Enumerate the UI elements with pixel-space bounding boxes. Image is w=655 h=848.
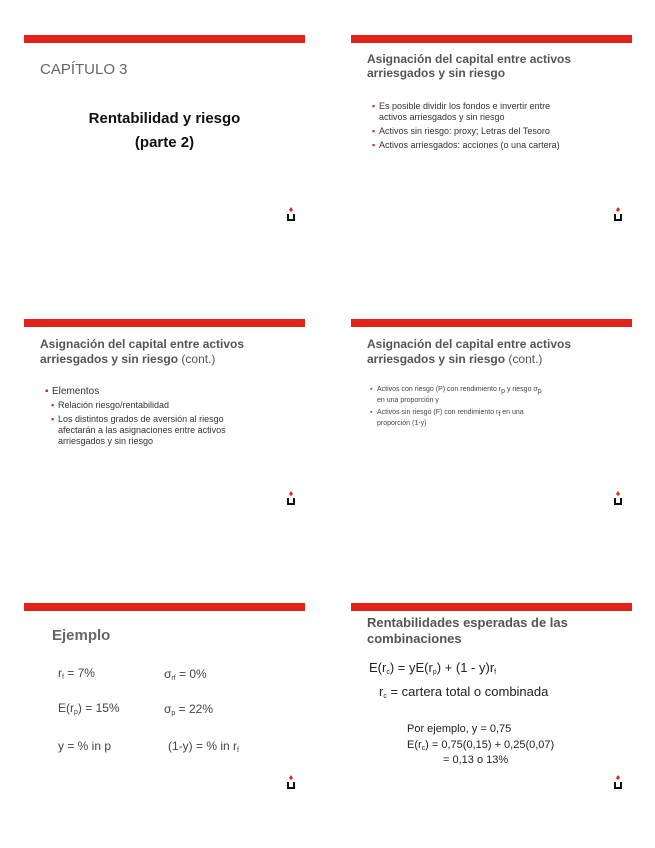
list-item: ▪ Activos sin riesgo: proxy; Letras del Tesoro xyxy=(379,126,560,137)
red-header-bar xyxy=(351,319,632,327)
slide-title-line1: Asignación del capital entre activos xyxy=(367,337,572,351)
list-item: ▪ Activos sin riesgo (F) con rendimiento $r_f$ en una proporción (1-y) xyxy=(377,408,542,428)
university-logo-icon xyxy=(285,207,297,223)
red-header-bar xyxy=(24,603,305,611)
slide-title-line2: arriesgados y sin riesgo (cont.) xyxy=(367,352,543,366)
university-logo-icon xyxy=(612,207,624,223)
slide-4 xyxy=(351,319,632,519)
bullet-list xyxy=(52,386,226,450)
example-line3: = 0,13 o 13% xyxy=(443,754,509,766)
slide-3 xyxy=(24,319,305,519)
rc-definition: $r_c$ = cartera total o combinada xyxy=(379,684,549,700)
red-header-bar xyxy=(24,35,305,43)
red-header-bar xyxy=(351,603,632,611)
list-item: ▪ Los distintos grados de aversión al riesgo afectarán a las asignaciones entre activos arriesgados y sin riesgo xyxy=(58,414,226,447)
university-logo-icon xyxy=(285,491,297,507)
slide-1 xyxy=(24,35,305,235)
slide-6 xyxy=(351,603,632,803)
erp-value: $E(r_p) = 15\%$ xyxy=(58,701,120,716)
slide-5 xyxy=(24,603,305,803)
list-item: ▪ Elementos xyxy=(52,386,226,397)
bullet-list xyxy=(377,385,542,431)
university-logo-icon xyxy=(612,775,624,791)
chapter-label: CAPÍTULO 3 xyxy=(40,61,128,78)
list-item: ▪ Relación riesgo/rentabilidad xyxy=(58,400,226,411)
slide-title-line1: Rentabilidades esperadas de las xyxy=(367,615,568,630)
bullet-list xyxy=(379,101,560,154)
sigma-p-value: $\sigma_p = 22\%$ xyxy=(164,702,214,717)
university-logo-icon xyxy=(612,491,624,507)
y-definition: y = % in p xyxy=(58,739,112,753)
slide-title-line2: arriesgados y sin riesgo xyxy=(367,66,506,80)
slide-title-line1: Rentabilidad y riesgo xyxy=(88,110,241,127)
example-line2: $E(r_c) = 0,75(0,15) + 0,25(0,07)$ xyxy=(407,739,555,752)
slide-title-line1: Asignación del capital entre activos xyxy=(367,52,572,66)
one-minus-y-definition: (1-y) = % in $r_f$ xyxy=(168,739,239,754)
list-item: ▪ Es posible dividir los fondos e invertir entre activos arriesgados y sin riesgo xyxy=(379,101,560,123)
slide-title-line2: arriesgados y sin riesgo (cont.) xyxy=(40,352,216,366)
sigma-rf-value: $\sigma_{rf} = 0\%$ xyxy=(164,667,207,682)
red-header-bar xyxy=(24,319,305,327)
university-logo-icon xyxy=(285,775,297,791)
list-item: ▪ Activos con riesgo (P) con rendimiento $r_p$ y riesgo $\sigma_p$ en una proporción y xyxy=(377,385,542,405)
red-header-bar xyxy=(351,35,632,43)
slide-title-line2: (parte 2) xyxy=(134,134,195,151)
slide-title-line1: Asignación del capital entre activos xyxy=(40,337,245,351)
slide-title-line2: combinaciones xyxy=(367,631,462,646)
slide-2 xyxy=(351,35,632,235)
list-item: ▪ Activos arriesgados: acciones (o una cartera) xyxy=(379,140,560,151)
slide-title: Ejemplo xyxy=(52,627,111,644)
rf-value: $r_f = 7\%$ xyxy=(58,666,95,681)
example-line1: Por ejemplo, y = 0,75 xyxy=(407,723,512,735)
expected-return-equation: $E(r_c) = yE(r_p) + (1 - y)r_f$ xyxy=(369,660,497,676)
